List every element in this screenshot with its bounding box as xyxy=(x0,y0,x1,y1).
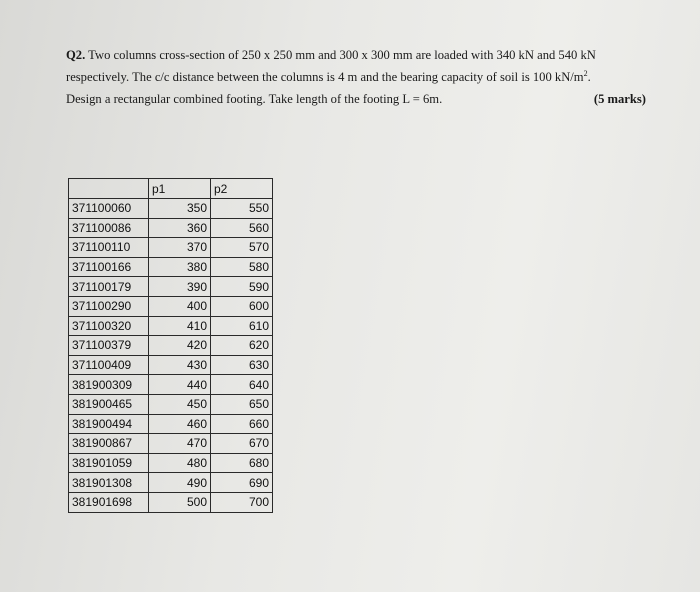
table-cell: 371100086 xyxy=(69,218,149,238)
table-cell: 371100060 xyxy=(69,199,149,219)
table-cell: 680 xyxy=(211,453,273,473)
table-cell: 371100110 xyxy=(69,238,149,258)
table-row xyxy=(69,257,273,277)
table-cell: 690 xyxy=(211,473,273,493)
table-row xyxy=(69,336,273,356)
question-number: Q2. xyxy=(66,48,86,62)
data-table xyxy=(68,178,273,513)
table-cell: 560 xyxy=(211,218,273,238)
marks-label: (5 marks) xyxy=(593,92,646,106)
data-table-body xyxy=(69,179,273,513)
question-line-2 xyxy=(66,66,646,88)
table-cell: 381901308 xyxy=(69,473,149,493)
table-cell: 371100290 xyxy=(69,296,149,316)
table-cell: 670 xyxy=(211,434,273,454)
table-cell: 620 xyxy=(211,336,273,356)
table-cell: 460 xyxy=(149,414,211,434)
table-row xyxy=(69,218,273,238)
table-cell: 480 xyxy=(149,453,211,473)
table-cell: 371100409 xyxy=(69,355,149,375)
table-row xyxy=(69,277,273,297)
table-header-row xyxy=(69,179,273,199)
table-cell: 381900309 xyxy=(69,375,149,395)
table-row xyxy=(69,238,273,258)
table-cell: 640 xyxy=(211,375,273,395)
table-row xyxy=(69,296,273,316)
table-cell: 380 xyxy=(149,257,211,277)
table-cell: 490 xyxy=(149,473,211,493)
table-header-cell xyxy=(69,179,149,199)
table-header-cell: p1 xyxy=(149,179,211,199)
table-cell: 450 xyxy=(149,394,211,414)
table-row xyxy=(69,492,273,512)
table-row xyxy=(69,394,273,414)
superscript: 2 xyxy=(583,68,588,78)
table-cell: 371100320 xyxy=(69,316,149,336)
table-row xyxy=(69,316,273,336)
table-cell: 360 xyxy=(149,218,211,238)
table-header-cell: p2 xyxy=(211,179,273,199)
table-cell: 650 xyxy=(211,394,273,414)
table-cell: 381900465 xyxy=(69,394,149,414)
table-cell: 600 xyxy=(211,296,273,316)
table-row xyxy=(69,414,273,434)
table-cell: 371100166 xyxy=(69,257,149,277)
table-cell: 371100179 xyxy=(69,277,149,297)
table-cell: 370 xyxy=(149,238,211,258)
table-cell: 350 xyxy=(149,199,211,219)
table-cell: 381900867 xyxy=(69,434,149,454)
table-cell: 700 xyxy=(211,492,273,512)
question-line-3-text: Design a rectangular combined footing. Take length of the footing L = 6m. xyxy=(66,92,443,106)
table-row xyxy=(69,453,273,473)
table-cell: 371100379 xyxy=(69,336,149,356)
table-cell: 410 xyxy=(149,316,211,336)
table-cell: 550 xyxy=(211,199,273,219)
table-row xyxy=(69,355,273,375)
table-cell: 500 xyxy=(149,492,211,512)
table-cell: 381901059 xyxy=(69,453,149,473)
table-cell: 590 xyxy=(211,277,273,297)
table-row xyxy=(69,375,273,395)
question-line-2-end: . xyxy=(587,70,591,84)
table-row xyxy=(69,199,273,219)
table-cell: 580 xyxy=(211,257,273,277)
table-cell: 470 xyxy=(149,434,211,454)
question-line-2-text: respectively. The c/c distance between the columns is 4 m and the bearing capacity of soil is 100 kN/m xyxy=(66,70,584,84)
table-row xyxy=(69,434,273,454)
table-cell: 390 xyxy=(149,277,211,297)
table-cell: 420 xyxy=(149,336,211,356)
question-line-3 xyxy=(66,88,646,110)
table-row xyxy=(69,473,273,493)
table-cell: 381900494 xyxy=(69,414,149,434)
table-cell: 381901698 xyxy=(69,492,149,512)
table-cell: 630 xyxy=(211,355,273,375)
table-cell: 660 xyxy=(211,414,273,434)
question-text xyxy=(66,44,646,110)
table-cell: 430 xyxy=(149,355,211,375)
question-line-1-text: Two columns cross-section of 250 x 250 mm and 300 x 300 mm are loaded with 340 kN and 540 kN xyxy=(85,48,596,62)
table-cell: 570 xyxy=(211,238,273,258)
table-cell: 440 xyxy=(149,375,211,395)
question-line-1 xyxy=(66,44,646,66)
table-cell: 400 xyxy=(149,296,211,316)
table-cell: 610 xyxy=(211,316,273,336)
